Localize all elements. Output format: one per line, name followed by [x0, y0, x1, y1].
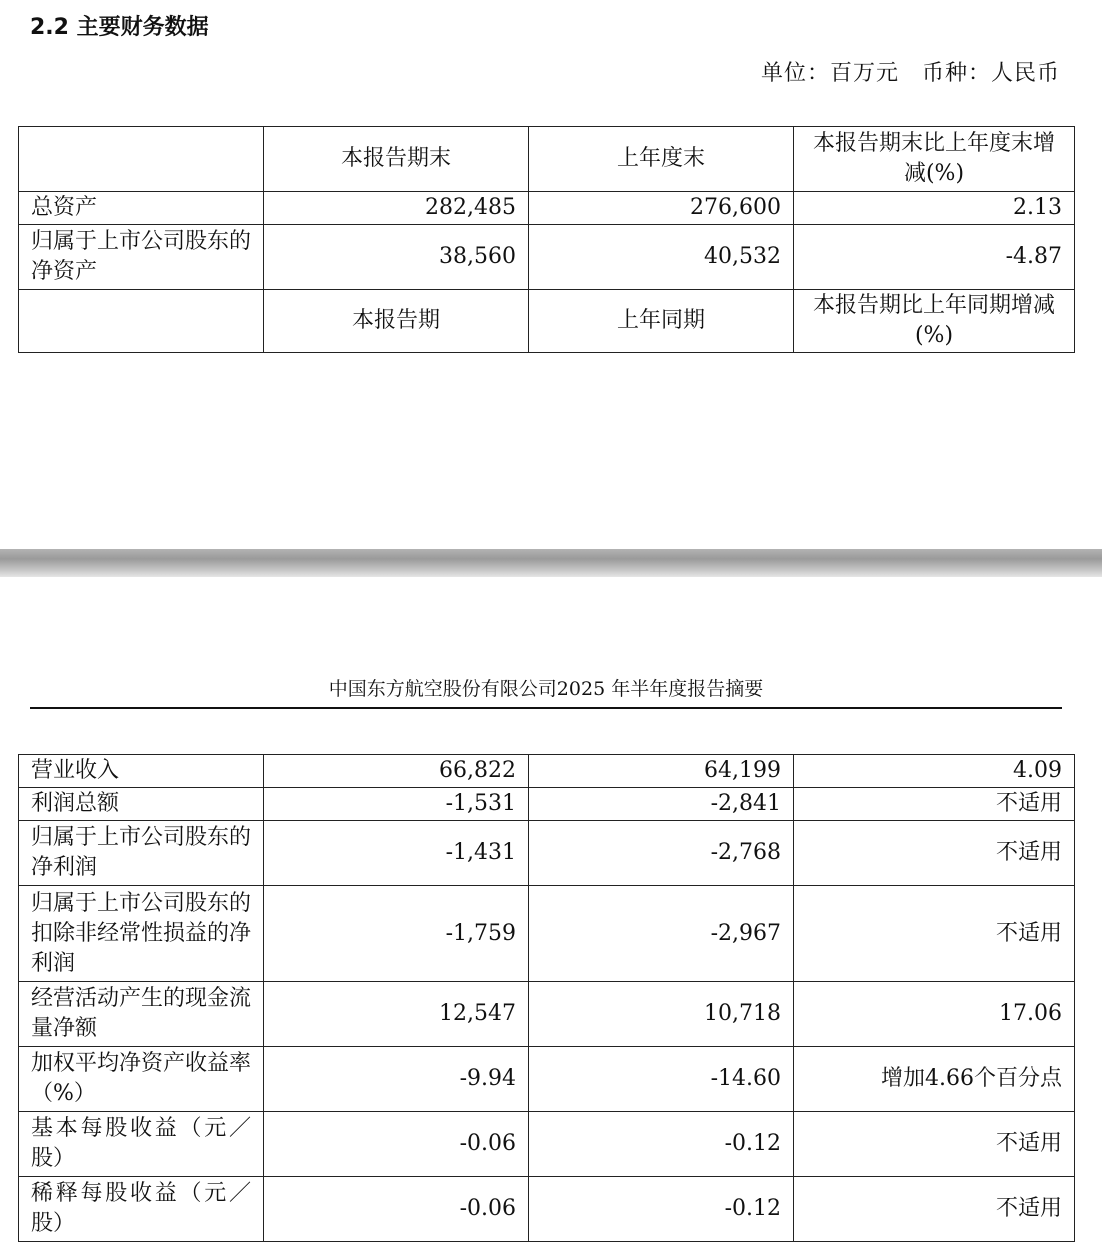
header-change-vs-prior-year: 本报告期比上年同期增减(%) — [794, 290, 1075, 353]
value-prior: -0.12 — [529, 1177, 794, 1242]
value-current: 282,485 — [264, 192, 529, 225]
value-current: -1,759 — [264, 886, 529, 982]
table-row — [19, 192, 1075, 225]
table-row — [19, 225, 1075, 290]
value-change: 不适用 — [794, 1177, 1075, 1242]
value-change: 不适用 — [794, 886, 1075, 982]
unit-currency-note: 单位：百万元 币种：人民币 — [760, 61, 1060, 86]
table-row — [19, 821, 1075, 886]
row-label: 归属于上市公司股东的扣除非经常性损益的净利润 — [19, 886, 264, 982]
value-change: 不适用 — [794, 788, 1075, 821]
row-label: 经营活动产生的现金流量净额 — [19, 982, 264, 1047]
value-current: -1,531 — [264, 788, 529, 821]
table-row — [19, 982, 1075, 1047]
table-header-row — [19, 127, 1075, 192]
table-header-row — [19, 290, 1075, 353]
section-heading: 主要财务数据 — [76, 15, 209, 40]
value-prior: 40,532 — [529, 225, 794, 290]
value-current: -1,431 — [264, 821, 529, 886]
value-change: -4.87 — [794, 225, 1075, 290]
header-prior-year-same-period: 上年同期 — [529, 290, 794, 353]
header-empty-cell — [19, 127, 264, 192]
header-current-period: 本报告期 — [264, 290, 529, 353]
value-change: 4.09 — [794, 755, 1075, 788]
value-current: 66,822 — [264, 755, 529, 788]
value-prior: -0.12 — [529, 1112, 794, 1177]
value-change: 2.13 — [794, 192, 1075, 225]
page-separator — [0, 549, 1102, 577]
header-empty-cell — [19, 290, 264, 353]
row-label: 稀释每股收益（元／股） — [19, 1177, 264, 1242]
value-change: 不适用 — [794, 1112, 1075, 1177]
value-prior: -2,967 — [529, 886, 794, 982]
section-number: 2.2 — [30, 15, 69, 40]
value-prior: -2,841 — [529, 788, 794, 821]
value-prior: 64,199 — [529, 755, 794, 788]
row-label: 归属于上市公司股东的净利润 — [19, 821, 264, 886]
row-label: 加权平均净资产收益率（%） — [19, 1047, 264, 1112]
value-prior: 276,600 — [529, 192, 794, 225]
table-row — [19, 1112, 1075, 1177]
row-label: 营业收入 — [19, 755, 264, 788]
value-change: 不适用 — [794, 821, 1075, 886]
header-current-period-end: 本报告期末 — [264, 127, 529, 192]
table-row — [19, 1177, 1075, 1242]
value-current: -0.06 — [264, 1177, 529, 1242]
value-change: 增加4.66个百分点 — [794, 1047, 1075, 1112]
financial-table-income — [18, 754, 1075, 1242]
value-prior: -2,768 — [529, 821, 794, 886]
row-label: 利润总额 — [19, 788, 264, 821]
header-change-vs-prior-year-end: 本报告期末比上年度末增减(%) — [794, 127, 1075, 192]
value-prior: -14.60 — [529, 1047, 794, 1112]
row-label: 基本每股收益（元／股） — [19, 1112, 264, 1177]
table-row — [19, 788, 1075, 821]
financial-table-balance — [18, 126, 1075, 353]
table-row — [19, 886, 1075, 982]
value-current: 38,560 — [264, 225, 529, 290]
value-current: -0.06 — [264, 1112, 529, 1177]
table-row — [19, 755, 1075, 788]
header-prior-year-end: 上年度末 — [529, 127, 794, 192]
value-prior: 10,718 — [529, 982, 794, 1047]
row-label: 总资产 — [19, 192, 264, 225]
section-title — [30, 10, 209, 41]
row-label: 归属于上市公司股东的净资产 — [19, 225, 264, 290]
running-header: 中国东方航空股份有限公司2025 年半年度报告摘要 — [30, 674, 1062, 709]
value-current: -9.94 — [264, 1047, 529, 1112]
value-change: 17.06 — [794, 982, 1075, 1047]
value-current: 12,547 — [264, 982, 529, 1047]
table-row — [19, 1047, 1075, 1112]
